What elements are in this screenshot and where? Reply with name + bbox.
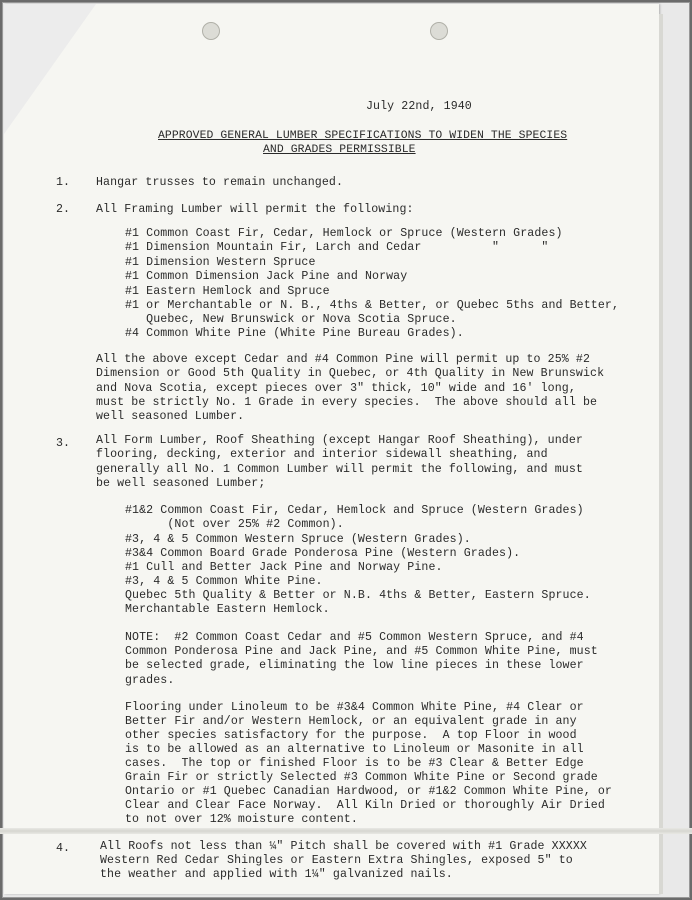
- note-line: be selected grade, eliminating the low line pieces in these lower: [125, 659, 584, 672]
- paragraph-line: generally all No. 1 Common Lumber will permit the following, and must: [96, 463, 583, 476]
- spec-line: Quebec, New Brunswick or Nova Scotia Spruce.: [125, 313, 457, 326]
- spec-line: #4 Common White Pine (White Pine Bureau Grades).: [125, 327, 464, 340]
- spec-line: #1 Dimension Western Spruce: [125, 256, 316, 269]
- item-text: All Framing Lumber will permit the following:: [96, 203, 414, 216]
- spec-line: Quebec 5th Quality & Better or N.B. 4ths & Better, Eastern Spruce.: [125, 589, 591, 602]
- scan-crease: [0, 828, 692, 834]
- spec-line: #1&2 Common Coast Fir, Cedar, Hemlock and Spruce (Western Grades): [125, 504, 584, 517]
- paragraph-line: be well seasoned Lumber;: [96, 477, 266, 490]
- item-number: 1.: [56, 176, 71, 189]
- spec-line: Merchantable Eastern Hemlock.: [125, 603, 330, 616]
- paragraph-line: All Roofs not less than ¼" Pitch shall be covered with #1 Grade XXXXX: [100, 840, 587, 853]
- spec-line: #1 Eastern Hemlock and Spruce: [125, 285, 330, 298]
- flooring-line: Grain Fir or strictly Selected #3 Common White Pine or Second grade: [125, 771, 598, 784]
- spec-line: #1 Dimension Mountain Fir, Larch and Cedar " ": [125, 241, 549, 254]
- page-edge: [659, 14, 663, 894]
- paragraph-line: flooring, decking, exterior and interior sidewall sheathing, and: [96, 448, 548, 461]
- paragraph-line: well seasoned Lumber.: [96, 410, 245, 423]
- spec-line: #1 Common Coast Fir, Cedar, Hemlock or Spruce (Western Grades): [125, 227, 563, 240]
- punch-hole: [430, 22, 448, 40]
- flooring-line: other species satisfactory for the purpose. A top Floor in wood: [125, 729, 577, 742]
- flooring-line: Better Fir and/or Western Hemlock, or an equivalent grade in any: [125, 715, 577, 728]
- note-line: Common Ponderosa Pine and Jack Pine, and #5 Common White Pine, must: [125, 645, 598, 658]
- date: July 22nd, 1940: [366, 100, 472, 113]
- note-line: NOTE: #2 Common Coast Cedar and #5 Common Western Spruce, and #4: [125, 631, 584, 644]
- spec-line: (Not over 25% #2 Common).: [125, 518, 344, 531]
- item-number: 2.: [56, 203, 71, 216]
- spec-line: #3&4 Common Board Grade Ponderosa Pine (Western Grades).: [125, 547, 521, 560]
- folded-corner: [4, 4, 96, 134]
- flooring-line: to not over 12% moisture content.: [125, 813, 358, 826]
- punch-hole: [202, 22, 220, 40]
- flooring-line: cases. The top or finished Floor is to be #3 Clear & Better Edge: [125, 757, 584, 770]
- title-line-2: AND GRADES PERMISSIBLE: [263, 144, 416, 156]
- flooring-line: Clear and Clear Face Norway. All Kiln Dried or thoroughly Air Dried: [125, 799, 605, 812]
- spec-line: #1 Cull and Better Jack Pine and Norway Pine.: [125, 561, 443, 574]
- note-line: grades.: [125, 674, 175, 687]
- paragraph-line: and Nova Scotia, except pieces over 3" thick, 10" wide and 16' long,: [96, 382, 576, 395]
- item-number: 4.: [56, 842, 71, 855]
- title-line-1: APPROVED GENERAL LUMBER SPECIFICATIONS TO WIDEN THE SPECIES: [158, 130, 568, 142]
- paragraph-line: All the above except Cedar and #4 Common Pine will permit up to 25% #2: [96, 353, 591, 366]
- paragraph-line: Western Red Cedar Shingles or Eastern Extra Shingles, exposed 5" to: [100, 854, 573, 867]
- item-number: 3.: [56, 437, 71, 450]
- spec-line: #3, 4 & 5 Common Western Spruce (Western Grades).: [125, 533, 471, 546]
- spec-line: #3, 4 & 5 Common White Pine.: [125, 575, 323, 588]
- spec-line: #1 or Merchantable or N. B., 4ths & Better, or Quebec 5ths and Better,: [125, 299, 620, 312]
- spec-line: #1 Common Dimension Jack Pine and Norway: [125, 270, 408, 283]
- paragraph-line: Dimension or Good 5th Quality in Quebec, or 4th Quality in New Brunswick: [96, 367, 605, 380]
- paragraph-line: All Form Lumber, Roof Sheathing (except Hangar Roof Sheathing), under: [96, 434, 583, 447]
- flooring-line: is to be allowed as an alternative to Linoleum or Masonite in all: [125, 743, 584, 756]
- item-text: Hangar trusses to remain unchanged.: [96, 176, 344, 189]
- flooring-line: Flooring under Linoleum to be #3&4 Common White Pine, #4 Clear or: [125, 701, 584, 714]
- paragraph-line: must be strictly No. 1 Grade in every species. The above should all be: [96, 396, 598, 409]
- paragraph-line: the weather and applied with 1¼" galvanized nails.: [100, 868, 453, 881]
- flooring-line: Ontario or #1 Quebec Canadian Hardwood, or #1&2 Common White Pine, or: [125, 785, 612, 798]
